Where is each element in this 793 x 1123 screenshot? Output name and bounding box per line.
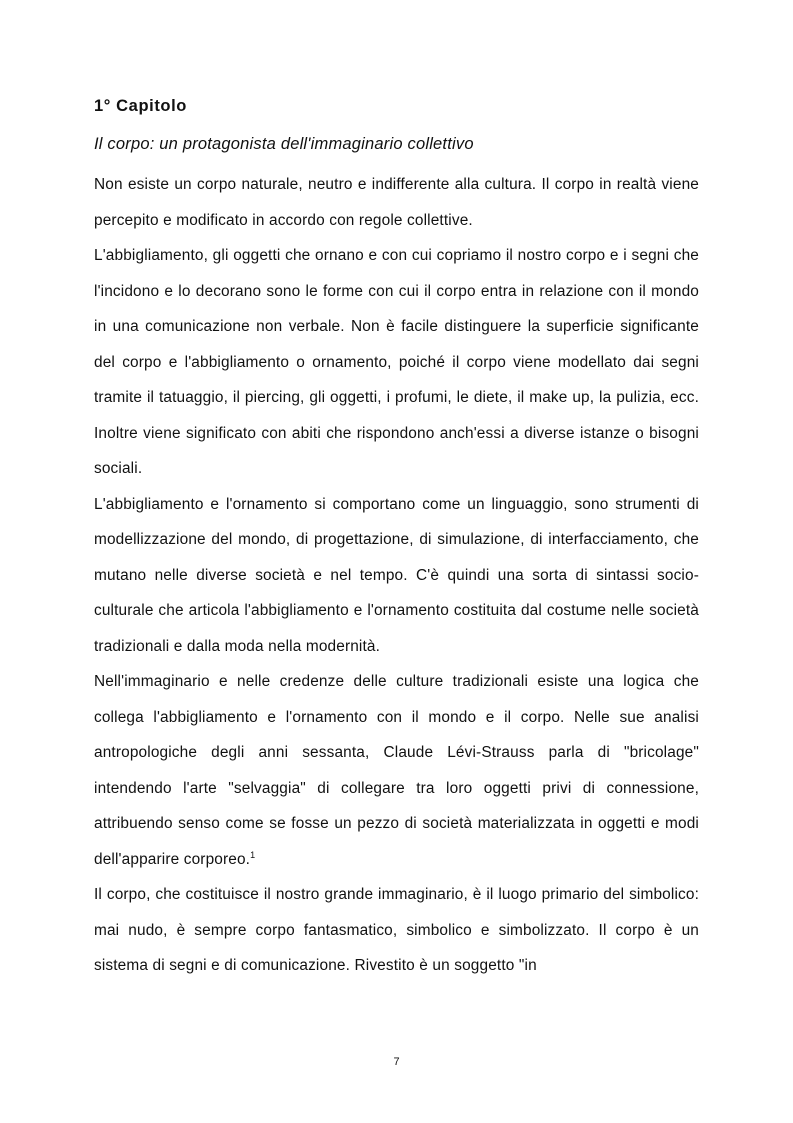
section-title: Il corpo: un protagonista dell'immaginario collettivo [94, 135, 474, 153]
page-number: 7 [393, 1056, 400, 1068]
paragraph-5-text: Il corpo, che costituisce il nostro grande immaginario, è il luogo primario del simbolico: mai nudo, è sempre corpo fantasmatico, simbolico e simbolizzato. Il corpo è un sistema di segni e di comunicazione. Rivestito è un soggetto "in [94, 886, 699, 974]
paragraph-4 [94, 664, 699, 877]
footnote-reference[interactable]: 1 [250, 849, 256, 860]
paragraph-3 [94, 487, 699, 665]
paragraph-4-text: Nell'immaginario e nelle credenze delle culture tradizionali esiste una logica che collega l'abbigliamento e l'ornamento con il mondo e il corpo. Nelle sue analisi antropologiche degli anni sessanta, Claude Lévi-Strauss parla di "bricolage" intendendo l'arte "selvaggia" di collegare tra loro oggetti privi di connessione, attribuendo senso come se fosse un pezzo di società materializzata in oggetti e modi dell'apparire corporeo. [94, 673, 699, 868]
body-text [94, 167, 699, 984]
paragraph-1 [94, 167, 699, 238]
paragraph-2 [94, 238, 699, 487]
paragraph-2-text: L'abbigliamento, gli oggetti che ornano e con cui copriamo il nostro corpo e i segni che l'incidono e lo decorano sono le forme con cui il corpo entra in relazione con il mondo in una comunicazione non verbale. Non è facile distinguere la superficie significante del corpo e l'abbigliamento o ornamento, poiché il corpo viene modellato dai segni tramite il tatuaggio, il piercing, gli oggetti, i profumi, le diete, il make up, la pulizia, ecc. Inoltre viene significato con abiti che rispondono anch'essi a diverse istanze o bisogni sociali. [94, 247, 699, 477]
paragraph-1-text: Non esiste un corpo naturale, neutro e indifferente alla cultura. Il corpo in realtà viene percepito e modificato in accordo con regole collettive. [94, 176, 699, 229]
chapter-heading: 1° Capitolo [94, 97, 187, 115]
paragraph-3-text: L'abbigliamento e l'ornamento si comportano come un linguaggio, sono strumenti di modellizzazione del mondo, di progettazione, di simulazione, di interfacciamento, che mutano nelle diverse società e nel tempo. C'è quindi una sorta di sintassi socio-culturale che articola l'abbigliamento e l'ornamento costituita dal costume nelle società tradizionali e dalla moda nella modernità. [94, 495, 699, 655]
paragraph-5 [94, 877, 699, 984]
